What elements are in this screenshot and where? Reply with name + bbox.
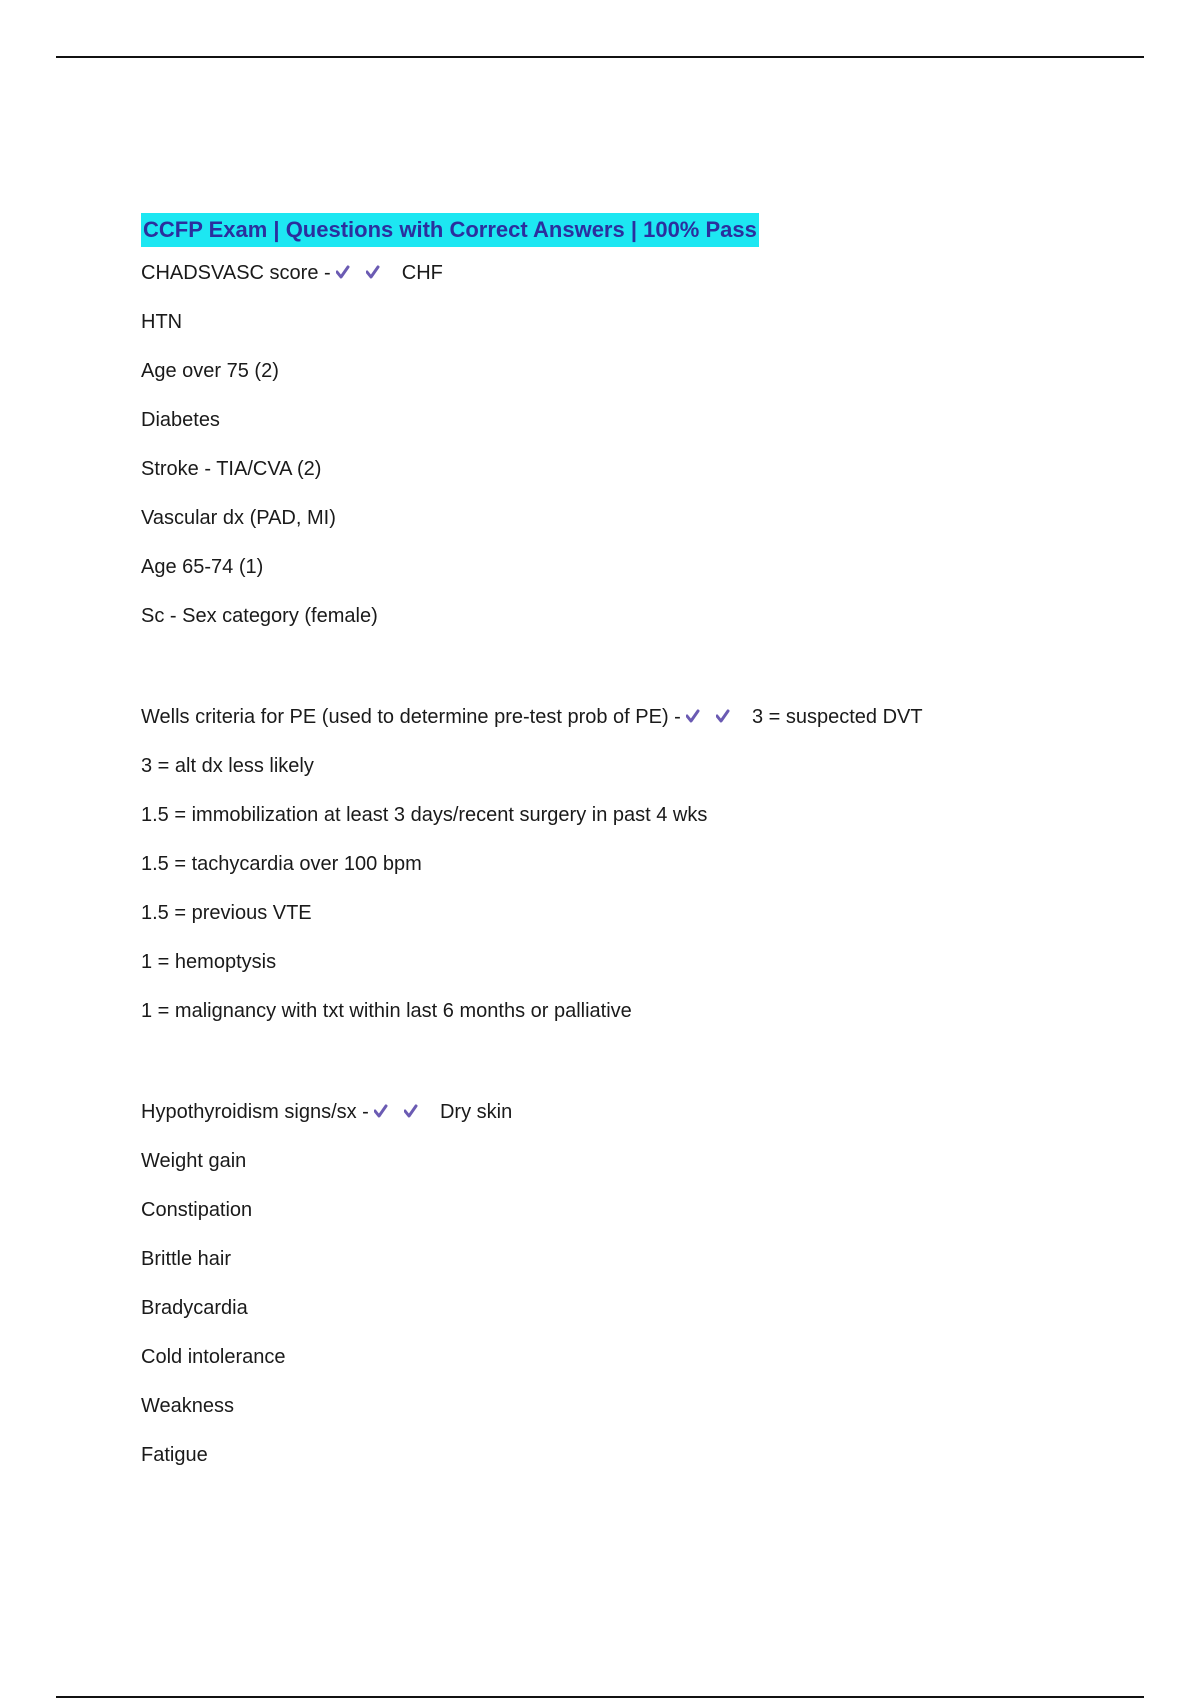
- question-text: Wells criteria for PE (used to determine pre-test prob of PE) -: [141, 706, 681, 728]
- section-spacer: [141, 653, 1141, 705]
- answer-line: Stroke - TIA/CVA (2): [141, 458, 322, 480]
- double-check-icon: [336, 262, 362, 282]
- answer-line: Age 65-74 (1): [141, 556, 264, 578]
- double-check-icon: [404, 1101, 430, 1121]
- question-line: [141, 705, 1141, 729]
- answer-line: 1.5 = previous VTE: [141, 902, 312, 924]
- question-text: CHADSVASC score -: [141, 262, 331, 284]
- answer-line: Weakness: [141, 1395, 235, 1417]
- answer-line: 1.5 = tachycardia over 100 bpm: [141, 853, 422, 875]
- answer-line: Sc - Sex category (female): [141, 605, 378, 627]
- answer-text: 3 = suspected DVT: [751, 706, 923, 728]
- answer-line: Age over 75 (2): [141, 360, 279, 382]
- document-title: CCFP Exam | Questions with Correct Answers | 100% Pass: [141, 213, 759, 247]
- answer-line: Vascular dx (PAD, MI): [141, 507, 336, 529]
- answer-line: Bradycardia: [141, 1297, 248, 1319]
- answer-line: 3 = alt dx less likely: [141, 755, 314, 777]
- bottom-rule: [56, 1696, 1144, 1698]
- answer-line: HTN: [141, 311, 183, 333]
- question-line: [141, 261, 1141, 285]
- double-check-icon: [374, 1101, 400, 1121]
- double-check-icon: [686, 706, 712, 726]
- answer-text: Dry skin: [439, 1101, 513, 1123]
- document-content: [141, 213, 1141, 1492]
- answer-line: Brittle hair: [141, 1248, 232, 1270]
- answer-line: Constipation: [141, 1199, 253, 1221]
- answer-line: Weight gain: [141, 1150, 247, 1172]
- answer-line: 1 = malignancy with txt within last 6 months or palliative: [141, 1000, 632, 1022]
- double-check-icon: [716, 706, 742, 726]
- answer-line: Cold intolerance: [141, 1346, 286, 1368]
- answer-line: Fatigue: [141, 1444, 208, 1466]
- question-line: [141, 1100, 1141, 1124]
- double-check-icon: [366, 262, 392, 282]
- answer-line: 1.5 = immobilization at least 3 days/recent surgery in past 4 wks: [141, 804, 708, 826]
- answer-line: Diabetes: [141, 409, 220, 431]
- question-text: Hypothyroidism signs/sx -: [141, 1101, 369, 1123]
- answer-line: 1 = hemoptysis: [141, 951, 277, 973]
- top-rule: [56, 56, 1144, 58]
- answer-text: CHF: [401, 262, 443, 284]
- section-spacer: [141, 1048, 1141, 1100]
